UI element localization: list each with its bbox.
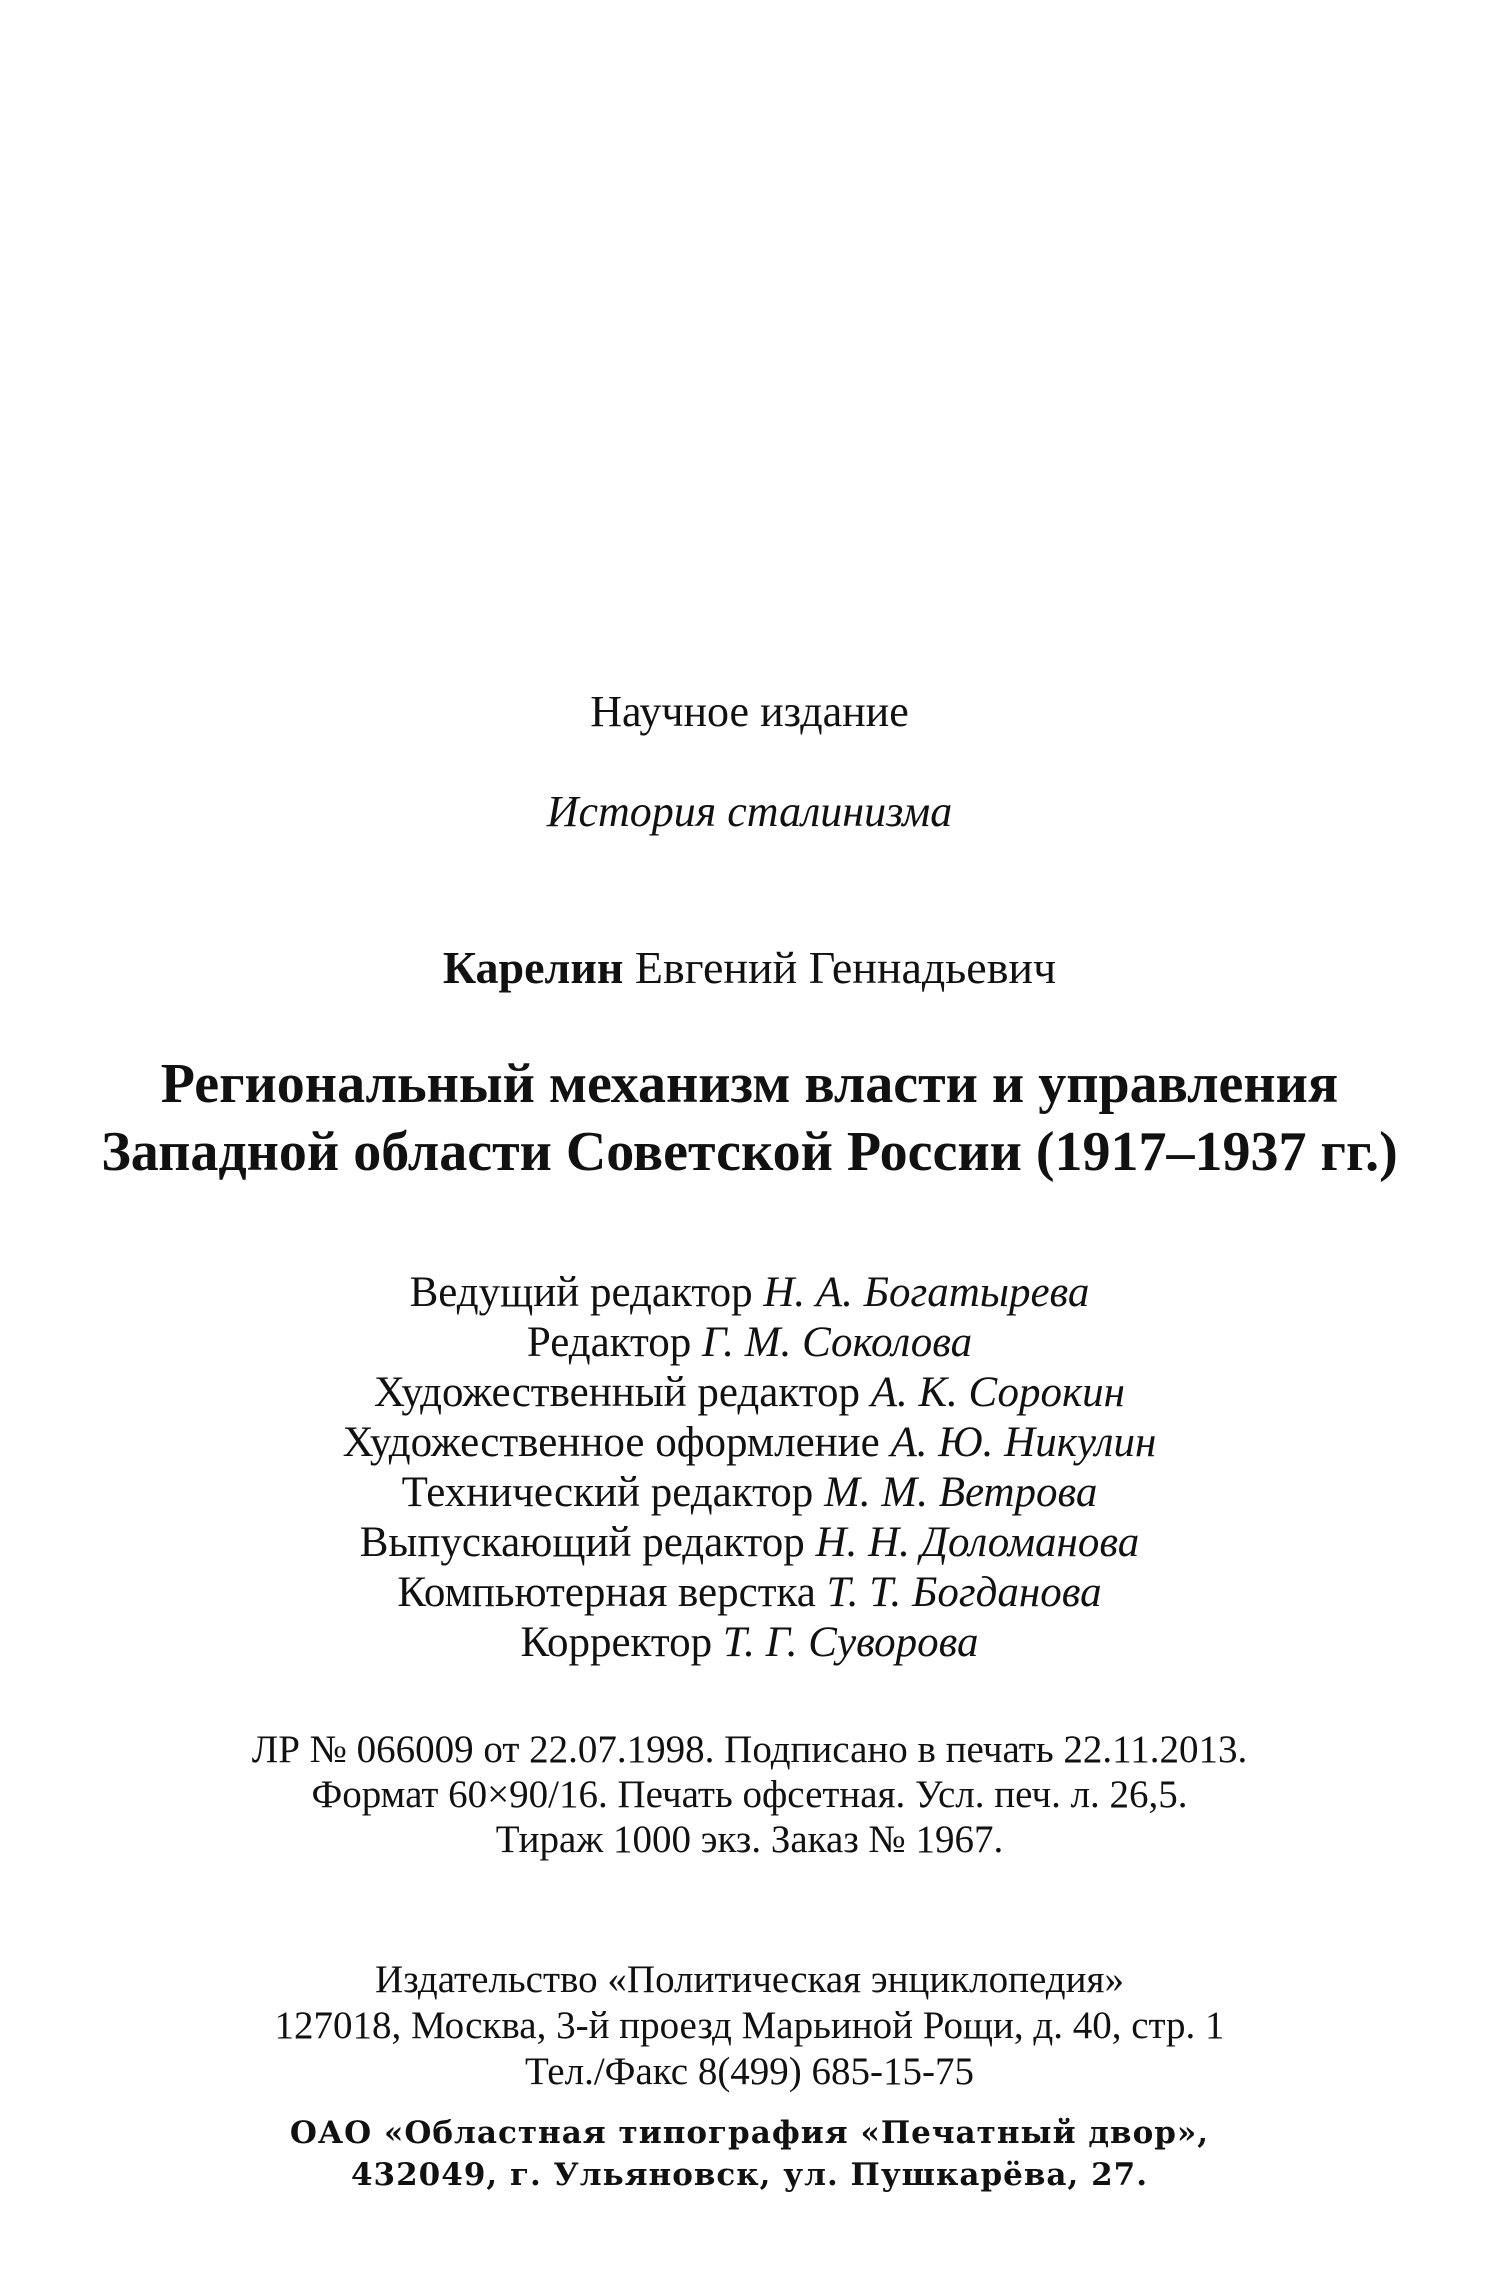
credit-role: Редактор [526, 1319, 692, 1366]
title-line-2: Западной области Советской России (1917–1937 гг.) [101, 1121, 1398, 1183]
print-run-line: Тираж 1000 экз. Заказ № 1967. [495, 1818, 1004, 1861]
print-details [0, 1727, 1499, 1862]
credit-role: Компьютерная верстка [397, 1569, 816, 1616]
credit-line [0, 1418, 1499, 1468]
credit-person: Т. Г. Суворова [722, 1619, 979, 1666]
credit-role: Ведущий редактор [409, 1269, 753, 1316]
license-line: ЛР № 066009 от 22.07.1998. Подписано в печать 22.11.2013. [251, 1728, 1248, 1771]
title-line-1: Региональный механизм власти и управления [160, 1053, 1339, 1115]
publisher-phone: Тел./Факс 8(499) 685-15-75 [524, 2050, 975, 2093]
publication-type: Научное издание [590, 687, 909, 736]
credit-line [0, 1268, 1499, 1318]
credit-line [0, 1618, 1499, 1668]
credit-person: А. Ю. Никулин [890, 1419, 1157, 1466]
credit-role: Художественный редактор [374, 1369, 860, 1416]
series-name: История сталинизма [546, 787, 953, 836]
credit-role: Выпускающий редактор [359, 1519, 805, 1566]
credit-line [0, 1468, 1499, 1518]
author-surname: Карелин [442, 942, 624, 993]
credit-person: Н. А. Богатырева [763, 1269, 1090, 1316]
printer-info [0, 2112, 1499, 2196]
credit-line [0, 1518, 1499, 1568]
credit-role: Корректор [520, 1619, 713, 1666]
printer-address: 432049, г. Ульяновск, ул. Пушкарёва, 27. [350, 2157, 1149, 2193]
credits-list [0, 1268, 1499, 1668]
credit-line [0, 1318, 1499, 1368]
credit-person: Н. Н. Доломанова [815, 1519, 1140, 1566]
author-name [0, 937, 1499, 999]
publisher-address: 127018, Москва, 3-й проезд Марьиной Рощи, д. 40, стр. 1 [274, 2004, 1225, 2047]
credit-person: М. М. Ветрова [824, 1469, 1098, 1516]
author-given-names: Евгений Геннадьевич [634, 942, 1057, 993]
credit-person: А. К. Сорокин [870, 1369, 1125, 1416]
credit-role: Технический редактор [401, 1469, 814, 1516]
format-line: Формат 60×90/16. Печать офсетная. Усл. печ. л. 26,5. [311, 1773, 1188, 1816]
printer-name: ОАО «Областная типография «Печатный двор», [289, 2115, 1210, 2151]
publisher-info [0, 1957, 1499, 2095]
publisher-name: Издательство «Политическая энциклопедия» [375, 1958, 1124, 2001]
book-title [0, 1050, 1499, 1186]
credit-line [0, 1568, 1499, 1618]
credit-role: Художественное оформление [342, 1419, 880, 1466]
credit-person: Т. Т. Богданова [826, 1569, 1102, 1616]
credit-person: Г. М. Соколова [702, 1319, 973, 1366]
credit-line [0, 1368, 1499, 1418]
